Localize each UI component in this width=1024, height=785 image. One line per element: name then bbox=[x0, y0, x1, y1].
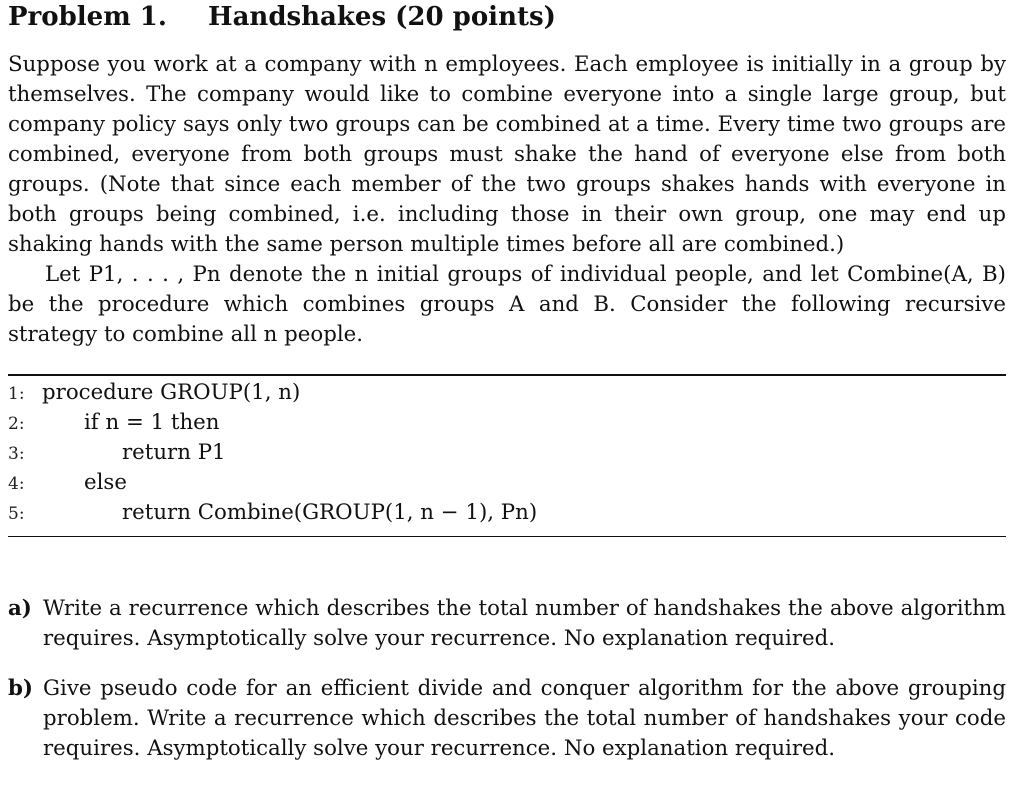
algorithm-line-2 bbox=[8, 410, 219, 435]
algorithm-line-4 bbox=[8, 470, 127, 495]
line-number: 1: bbox=[8, 384, 25, 404]
algorithm-line-5 bbox=[8, 500, 537, 525]
line-text: else bbox=[84, 470, 127, 495]
question-text: Give pseudo code for an efficient divide and conquer algorithm for the above grouping problem. Write a recurrence which describes the total number of handshakes your code requires. Asymptotically solve your recurrence. No explanation required. bbox=[43, 676, 1006, 761]
intro-paragraph-2 bbox=[8, 260, 1006, 350]
algorithm-line-1 bbox=[8, 380, 300, 405]
algorithm-box bbox=[8, 374, 1006, 537]
intro-paragraph-2-text: Let P1, . . . , Pn denote the n initial groups of individual people, and let Combine(A, B) be the procedure which combines groups A and B. Consider the following recursive strategy to combine all n people. bbox=[8, 262, 1006, 347]
line-number: 5: bbox=[8, 504, 25, 524]
line-text: return Combine(GROUP(1, n − 1), Pn) bbox=[122, 500, 538, 525]
question-a bbox=[8, 594, 1006, 654]
line-number: 2: bbox=[8, 414, 25, 434]
question-text: Write a recurrence which describes the total number of handshakes the above algorithm requires. Asymptotically solve your recurrence. No explanation required. bbox=[43, 596, 1006, 651]
algorithm-line-3 bbox=[8, 440, 226, 465]
line-text: if n = 1 then bbox=[84, 410, 220, 435]
line-number: 4: bbox=[8, 474, 25, 494]
question-b bbox=[8, 674, 1006, 764]
problem-title: Handshakes (20 points) bbox=[208, 2, 556, 32]
question-label: a) bbox=[8, 596, 32, 621]
line-text: procedure GROUP(1, n) bbox=[42, 380, 301, 405]
problem-heading bbox=[8, 2, 556, 32]
line-number: 3: bbox=[8, 444, 25, 464]
question-label: b) bbox=[8, 676, 33, 701]
problem-number: Problem 1. bbox=[8, 2, 167, 32]
line-text: return P1 bbox=[122, 440, 226, 465]
intro-paragraph-1: Suppose you work at a company with n employees. Each employee is initially in a group by themselves. The company would like to combine everyone into a single large group, but company policy says only two groups can be combined at a time. Every time two groups are combined, everyone from both groups must shake the hand of everyone else from both groups. (Note that since each member of the two groups shakes hands with everyone in both groups being combined, i.e. including those in their own group, one may end up shaking hands with the same person multiple times before all are combined.) bbox=[8, 52, 1006, 257]
